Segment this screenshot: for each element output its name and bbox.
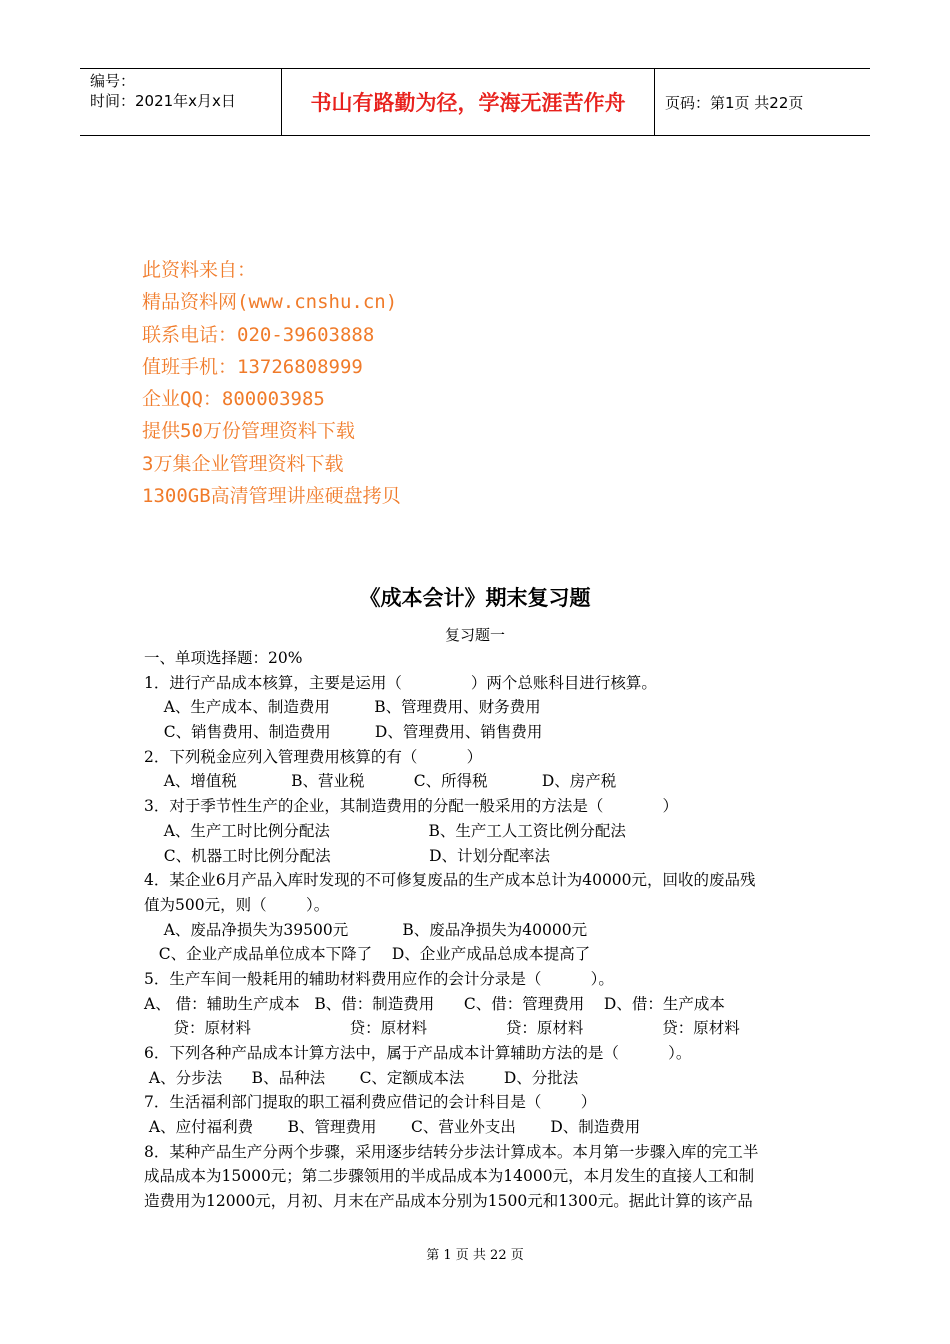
ad-line: 提供50万份管理资料下载: [142, 420, 355, 443]
code-label: 编号：: [90, 72, 136, 90]
text-line: 3．对于季节性生产的企业，其制造费用的分配一般采用的方法是（ ）: [144, 797, 678, 816]
text-line: C、销售费用、制造费用 D、管理费用、销售费用: [144, 723, 543, 742]
ad-line: 值班手机：13726808999: [142, 355, 363, 378]
text-line: 4．某企业6月产品入库时发现的不可修复废品的生产成本总计为40000元，回收的废品残: [144, 871, 756, 890]
text-line: 值为500元，则（ ）。: [144, 895, 330, 914]
header-page-info: 页码：第1页 共22页: [665, 93, 804, 112]
text-line: A、增值税 B、营业税 C、所得税 D、房产税: [144, 772, 617, 791]
date-label: 时间：2021年x月x日: [90, 92, 236, 110]
text-line: A、生产成本、制造费用 B、管理费用、财务费用: [144, 698, 541, 717]
text-line: 一、单项选择题：20%: [144, 649, 303, 667]
text-line: 6．下列各种产品成本计算方法中，属于产品成本计算辅助方法的是（ ）。: [144, 1044, 692, 1062]
text-line: 成品成本为15000元；第二步骤领用的半成品成本为14000元，本月发生的直接人工和制: [144, 1167, 755, 1186]
document-title: 《成本会计》期末复习题: [359, 586, 591, 610]
ad-line: 3万集企业管理资料下载: [142, 452, 344, 475]
text-line: A、生产工时比例分配法 B、生产工人工资比例分配法: [144, 821, 626, 840]
text-line: A、应付福利费 B、管理费用 C、营业外支出 D、制造费用: [144, 1118, 641, 1137]
text-line: 7．生活福利部门提取的职工福利费应借记的会计科目是（ ）: [144, 1093, 597, 1112]
text-line: 贷：原材料 贷：原材料 贷：原材料 贷：原材料: [144, 1019, 740, 1038]
ad-line: 联系电话：020-39603888: [142, 323, 375, 346]
text-line: A、分步法 B、品种法 C、定额成本法 D、分批法: [144, 1068, 579, 1087]
text-line: C、机器工时比例分配法 D、计划分配率法: [144, 846, 551, 865]
text-line: 1．进行产品成本核算，主要是运用（ ）两个总账科目进行核算。: [144, 673, 657, 692]
ad-line: 此资料来自：: [142, 259, 257, 281]
text-line: A、废品净损失为39500元 B、废品净损失为40000元: [144, 920, 588, 939]
ad-line: 1300GB高清管理讲座硬盘拷贝: [142, 485, 401, 508]
page-footer: 第 1 页 共 22 页: [426, 1248, 524, 1263]
text-line: 8．某种产品生产分两个步骤，采用逐步结转分步法计算成本。本月第一步骤入库的完工半: [144, 1142, 759, 1161]
header-motto: 书山有路勤为径，学海无涯苦作舟: [282, 69, 655, 135]
text-line: 2．下列税金应列入管理费用核算的有（ ）: [144, 747, 483, 766]
text-line: C、企业产成品单位成本下降了 D、企业产成品总成本提高了: [144, 945, 591, 964]
ad-block: [142, 254, 401, 512]
text-line: A、 借：辅助生产成本 B、借：制造费用 C、借：管理费用 D、借：生产成本: [144, 994, 725, 1013]
ad-line: 精品资料网(www.cnshu.cn): [142, 291, 398, 314]
text-line: 造费用为12000元，月初、月末在产品成本分别为1500元和1300元。据此计算的该产品: [144, 1192, 753, 1211]
document-body: [144, 646, 814, 1214]
header-table: [80, 68, 870, 136]
document-subtitle: 复习题一: [444, 626, 505, 644]
header-left-cell: [80, 69, 282, 135]
text-line: 5．生产车间一般耗用的辅助材料费用应作的会计分录是（ ）。: [144, 969, 614, 988]
ad-line: 企业QQ：800003985: [142, 388, 325, 411]
